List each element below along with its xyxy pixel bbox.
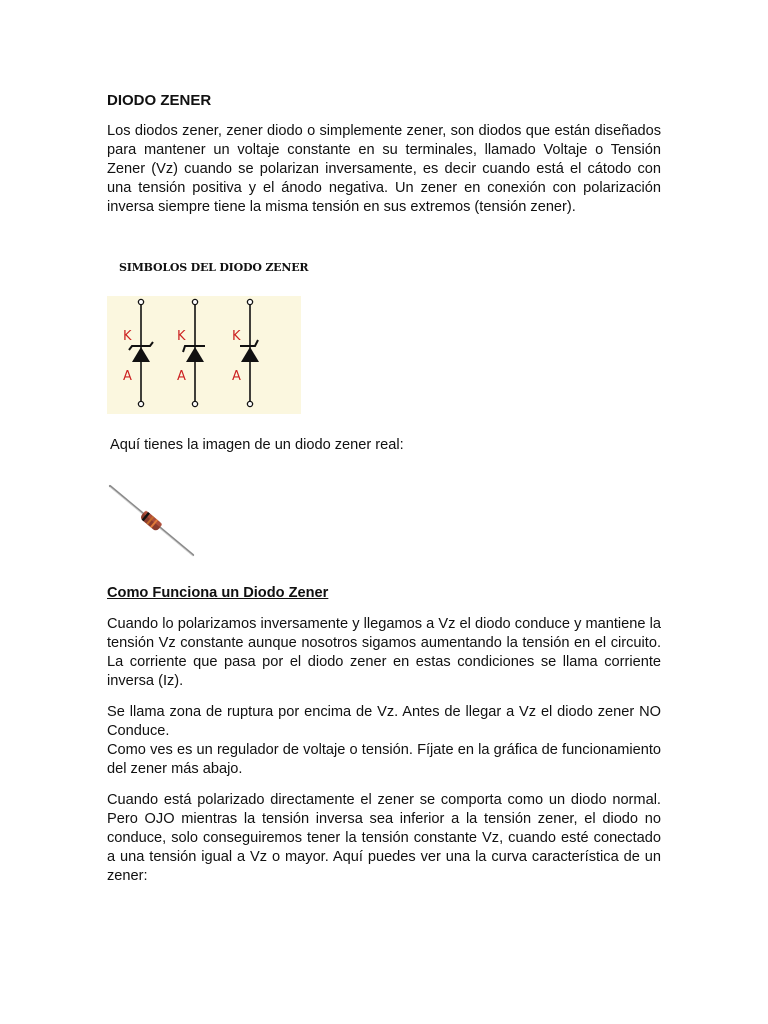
anode-label-3: A [232,369,241,384]
symbols-caption: SIMBOLOS DEL DIODO ZENER [119,261,309,274]
paragraph-regulator: Como ves es un regulador de voltaje o tensión. Fíjate en la gráfica de funcionamiento del zener más abajo. [107,742,661,777]
anode-label-2: A [177,369,186,384]
paragraph-reverse-bias: Cuando lo polarizamos inversamente y llegamos a Vz el diodo conduce y mantiene la tensión Vz constante aunque nosotros sigamos aumentando la tensión en el circuito. La corriente que pasa por el diodo zener en estas condiciones se llama corriente inversa (Iz). [107,616,661,689]
paragraph-forward-bias: Cuando está polarizado directamente el zener se comporta como un diodo normal. Pero OJO mientras la tensión inversa sea inferior a la tensión zener, el diodo no conduce, solo conseguiremos tener la tensión constante Vz, cuando esté conectado a una tensión igual a Vz o mayor. Aquí puedes ver una la curva característica de un zener: [107,792,661,884]
real-image-intro: Aquí tienes la imagen de un diodo zener real: [110,437,404,453]
cathode-label-1: K [123,329,132,344]
zener-diode-photo-icon [107,483,197,558]
cathode-label-3: K [232,329,241,344]
intro-paragraph: Los diodos zener, zener diodo o simplemente zener, son diodos que están diseñados para mantener un voltaje constante en su terminales, llamado Voltaje o Tensión Zener (Vz) cuando se polarizan inversamente, es decir cuando está el cátodo con una tensión positiva y el ánodo negativa. Un zener en conexión con polarización inversa siempre tiene la misma tensión en sus extremos (tensión zener). [107,123,661,215]
zener-symbol-3 [232,299,259,406]
symbols-panel [107,296,301,414]
document-title: DIODO ZENER [107,92,212,109]
zener-symbol-1 [123,299,153,406]
zener-symbols-figure [107,255,309,415]
section-heading: Como Funciona un Diodo Zener [107,585,329,601]
cathode-label-2: K [177,329,186,344]
anode-label-1: A [123,369,132,384]
zener-symbol-2 [177,299,205,406]
paragraph-breakdown-zone: Se llama zona de ruptura por encima de Vz. Antes de llegar a Vz el diodo zener NO Conduce. [107,704,661,739]
zener-symbols-drawing [107,296,301,414]
real-zener-diode-image [107,483,197,558]
